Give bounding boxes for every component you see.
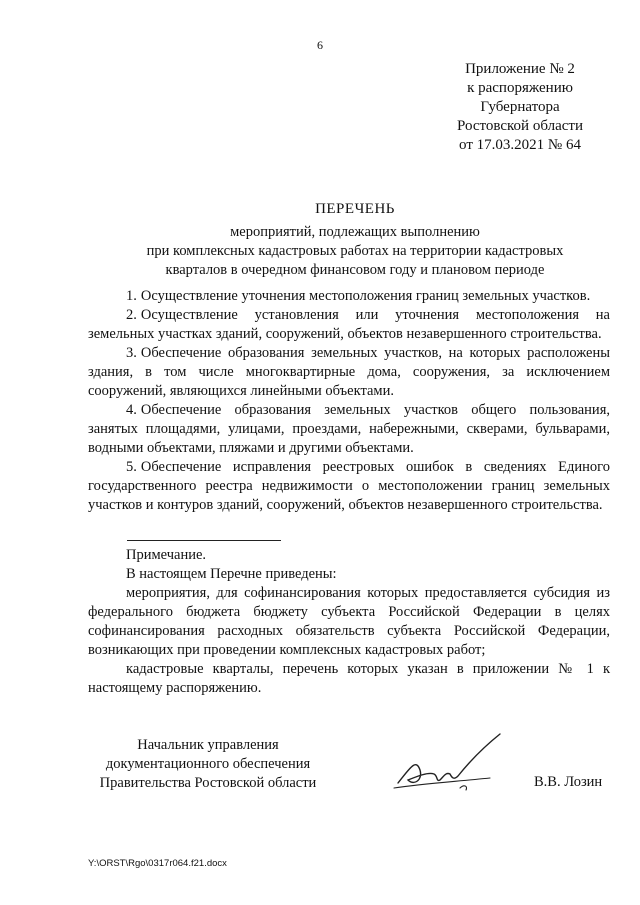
- signatory-position: [88, 736, 328, 793]
- document-subtitle: [60, 223, 640, 280]
- footnote-divider: [127, 540, 281, 541]
- note-section: [88, 546, 610, 698]
- appendix-line: к распоряжению: [467, 80, 573, 96]
- item-number: 5.: [126, 459, 137, 475]
- item-number: 2.: [126, 307, 137, 323]
- list-item: [88, 458, 610, 515]
- item-text: Обеспечение исправления реестровых ошибок в сведениях Единого государственного реестра недвижимости о местоположении границ земельных участков и контуров зданий, сооружений, объектов незавершенного строительства.: [88, 459, 610, 513]
- item-number: 3.: [126, 345, 137, 361]
- position-line: документационного обеспечения: [105, 756, 311, 772]
- note-paragraph: кадастровые кварталы, перечень которых указан в приложении № 1 к настоящему распоряжению.: [88, 661, 610, 696]
- list-item: [88, 401, 610, 458]
- list-item: [88, 344, 610, 401]
- appendix-header: [420, 60, 620, 155]
- item-text: Осуществление уточнения местоположения границ земельных участков.: [140, 288, 591, 304]
- item-number: 4.: [126, 402, 137, 418]
- signatory-name: В.В. Лозин: [534, 774, 603, 790]
- subtitle-line: мероприятий, подлежащих выполнению: [230, 224, 480, 240]
- appendix-line: Ростовской области: [457, 118, 583, 134]
- page-number: 6: [317, 38, 323, 52]
- document-title-block: [60, 200, 640, 280]
- file-path-footer: Y:\ORST\Rgo\0317r064.f21.docx: [88, 858, 227, 869]
- note-heading: Примечание.: [126, 547, 207, 563]
- note-intro: В настоящем Перечне приведены:: [126, 566, 337, 582]
- subtitle-line: кварталов в очередном финансовом году и плановом периоде: [165, 262, 545, 278]
- subtitle-line: при комплексных кадастровых работах на территории кадастровых: [146, 243, 564, 259]
- note-paragraph: мероприятия, для софинансирования которых предоставляется субсидия из федерального бюджета бюджету субъекта Российской Федерации в целях софинансирования расходных обязательств субъекта Российской Федерации, возникающих при проведении комплексных кадастровых работ;: [88, 585, 610, 658]
- position-line: Правительства Ростовской области: [99, 775, 317, 791]
- item-text: Обеспечение образования земельных участков, на которых расположены здания, в том числе многоквартирные дома, сооружения, за исключением сооружений, являющихся линейными объектами.: [88, 345, 610, 399]
- item-text: Обеспечение образования земельных участков общего пользования, занятых площадями, улицами, проездами, набережными, скверами, бульварами, водными объектами, пляжами и другими объектами.: [88, 402, 610, 456]
- document-title: ПЕРЕЧЕНЬ: [315, 201, 395, 217]
- appendix-line: Приложение № 2: [465, 61, 575, 77]
- appendix-line: от 17.03.2021 № 64: [459, 137, 581, 153]
- position-line: Начальник управления: [137, 737, 279, 753]
- appendix-line: Губернатора: [480, 99, 560, 115]
- list-item: [88, 287, 610, 306]
- item-number: 1.: [126, 288, 137, 304]
- measures-list: [88, 287, 610, 515]
- list-item: [88, 306, 610, 344]
- item-text: Осуществление установления или уточнения местоположения на земельных участках зданий, сооружений, объектов незавершенного строительства.: [88, 307, 610, 342]
- handwritten-signature: [390, 728, 510, 798]
